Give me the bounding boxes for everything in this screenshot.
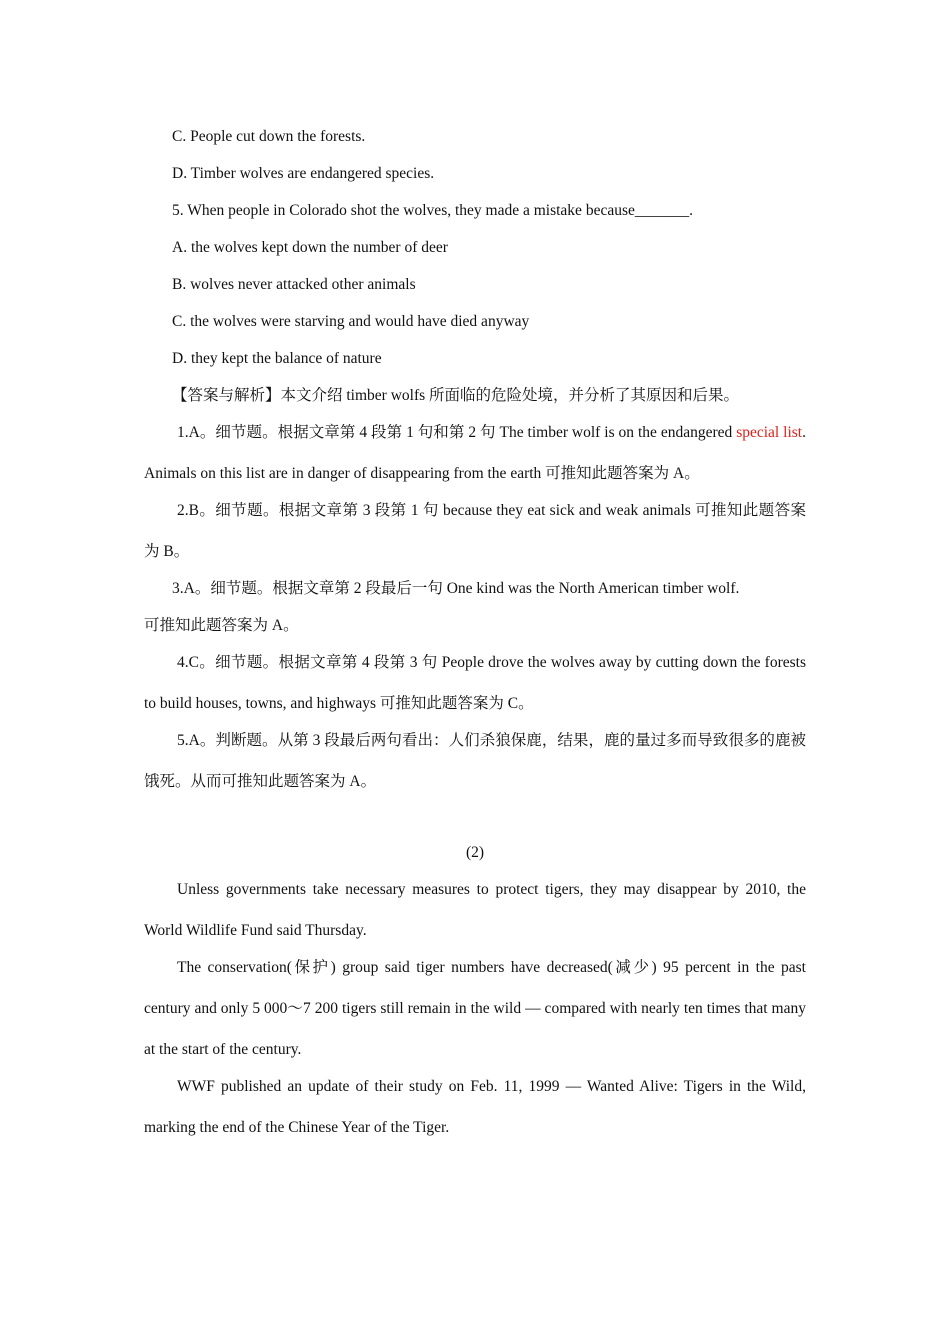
passage-paragraph-3: WWF published an update of their study on Feb. 11, 1999 — Wanted Alive: Tigers in the Wild, marking the end of the Chinese Year of the Tiger. [144,1078,806,1136]
answer-5: 5.A。判断题。从第 3 段最后两句看出：人们杀狼保鹿，结果，鹿的量过多而导致很多的鹿被饿死。从而可推知此题答案为 A。 [144,732,806,790]
question-5-option-b: B. wolves never attacked other animals [172,276,416,293]
question-5-option-a: A. the wolves kept down the number of deer [172,239,448,256]
passage-paragraph-1: Unless governments take necessary measures to protect tigers, they may disappear by 2010, the World Wildlife Fund said Thursday. [144,881,806,939]
option-c: C. People cut down the forests. [172,128,366,145]
passage-number: (2) [465,844,485,861]
answer-2: 2.B。细节题。根据文章第 3 段第 1 句 because they eat sick and weak animals 可推知此题答案为 B。 [144,502,806,560]
answer-4: 4.C。细节题。根据文章第 4 段第 3 句 People drove the wolves away by cutting down the forests to build houses, towns, and highways 可推知此题答案为 C。 [144,654,806,712]
answer-1-highlight: special list [736,424,803,441]
question-5-option-d: D. they kept the balance of nature [172,350,382,367]
question-5-stem: 5. When people in Colorado shot the wolves, they made a mistake because_______. [172,202,693,219]
answer-3-line-1: 3.A。细节题。根据文章第 2 段最后一句 One kind was the North American timber wolf. [172,580,740,597]
answer-1-text-before: 1.A。细节题。根据文章第 4 段第 1 句和第 2 句 The timber wolf is on the endangered [177,424,737,441]
question-5-option-c: C. the wolves were starving and would have died anyway [172,313,530,330]
answer-1 [144,412,806,499]
option-d: D. Timber wolves are endangered species. [172,165,435,182]
answer-3-line-2: 可推知此题答案为 A。 [144,617,299,634]
passage-paragraph-2: The conservation(保护) group said tiger numbers have decreased(减少) 95 percent in the past century and only 5 000～7 200 tigers still remain in the wild — compared with nearly ten times that many at the start of the century. [144,959,806,1058]
section-spacer [144,807,806,841]
document-content [144,125,806,1153]
analysis-heading: 【答案与解析】本文介绍 timber wolfs 所面临的危险处境，并分析了其原因和后果。 [172,387,740,404]
answer-1-text-after: . Animals on this list are in danger of disappearing from the earth 可推知此题答案为 A。 [144,424,806,482]
